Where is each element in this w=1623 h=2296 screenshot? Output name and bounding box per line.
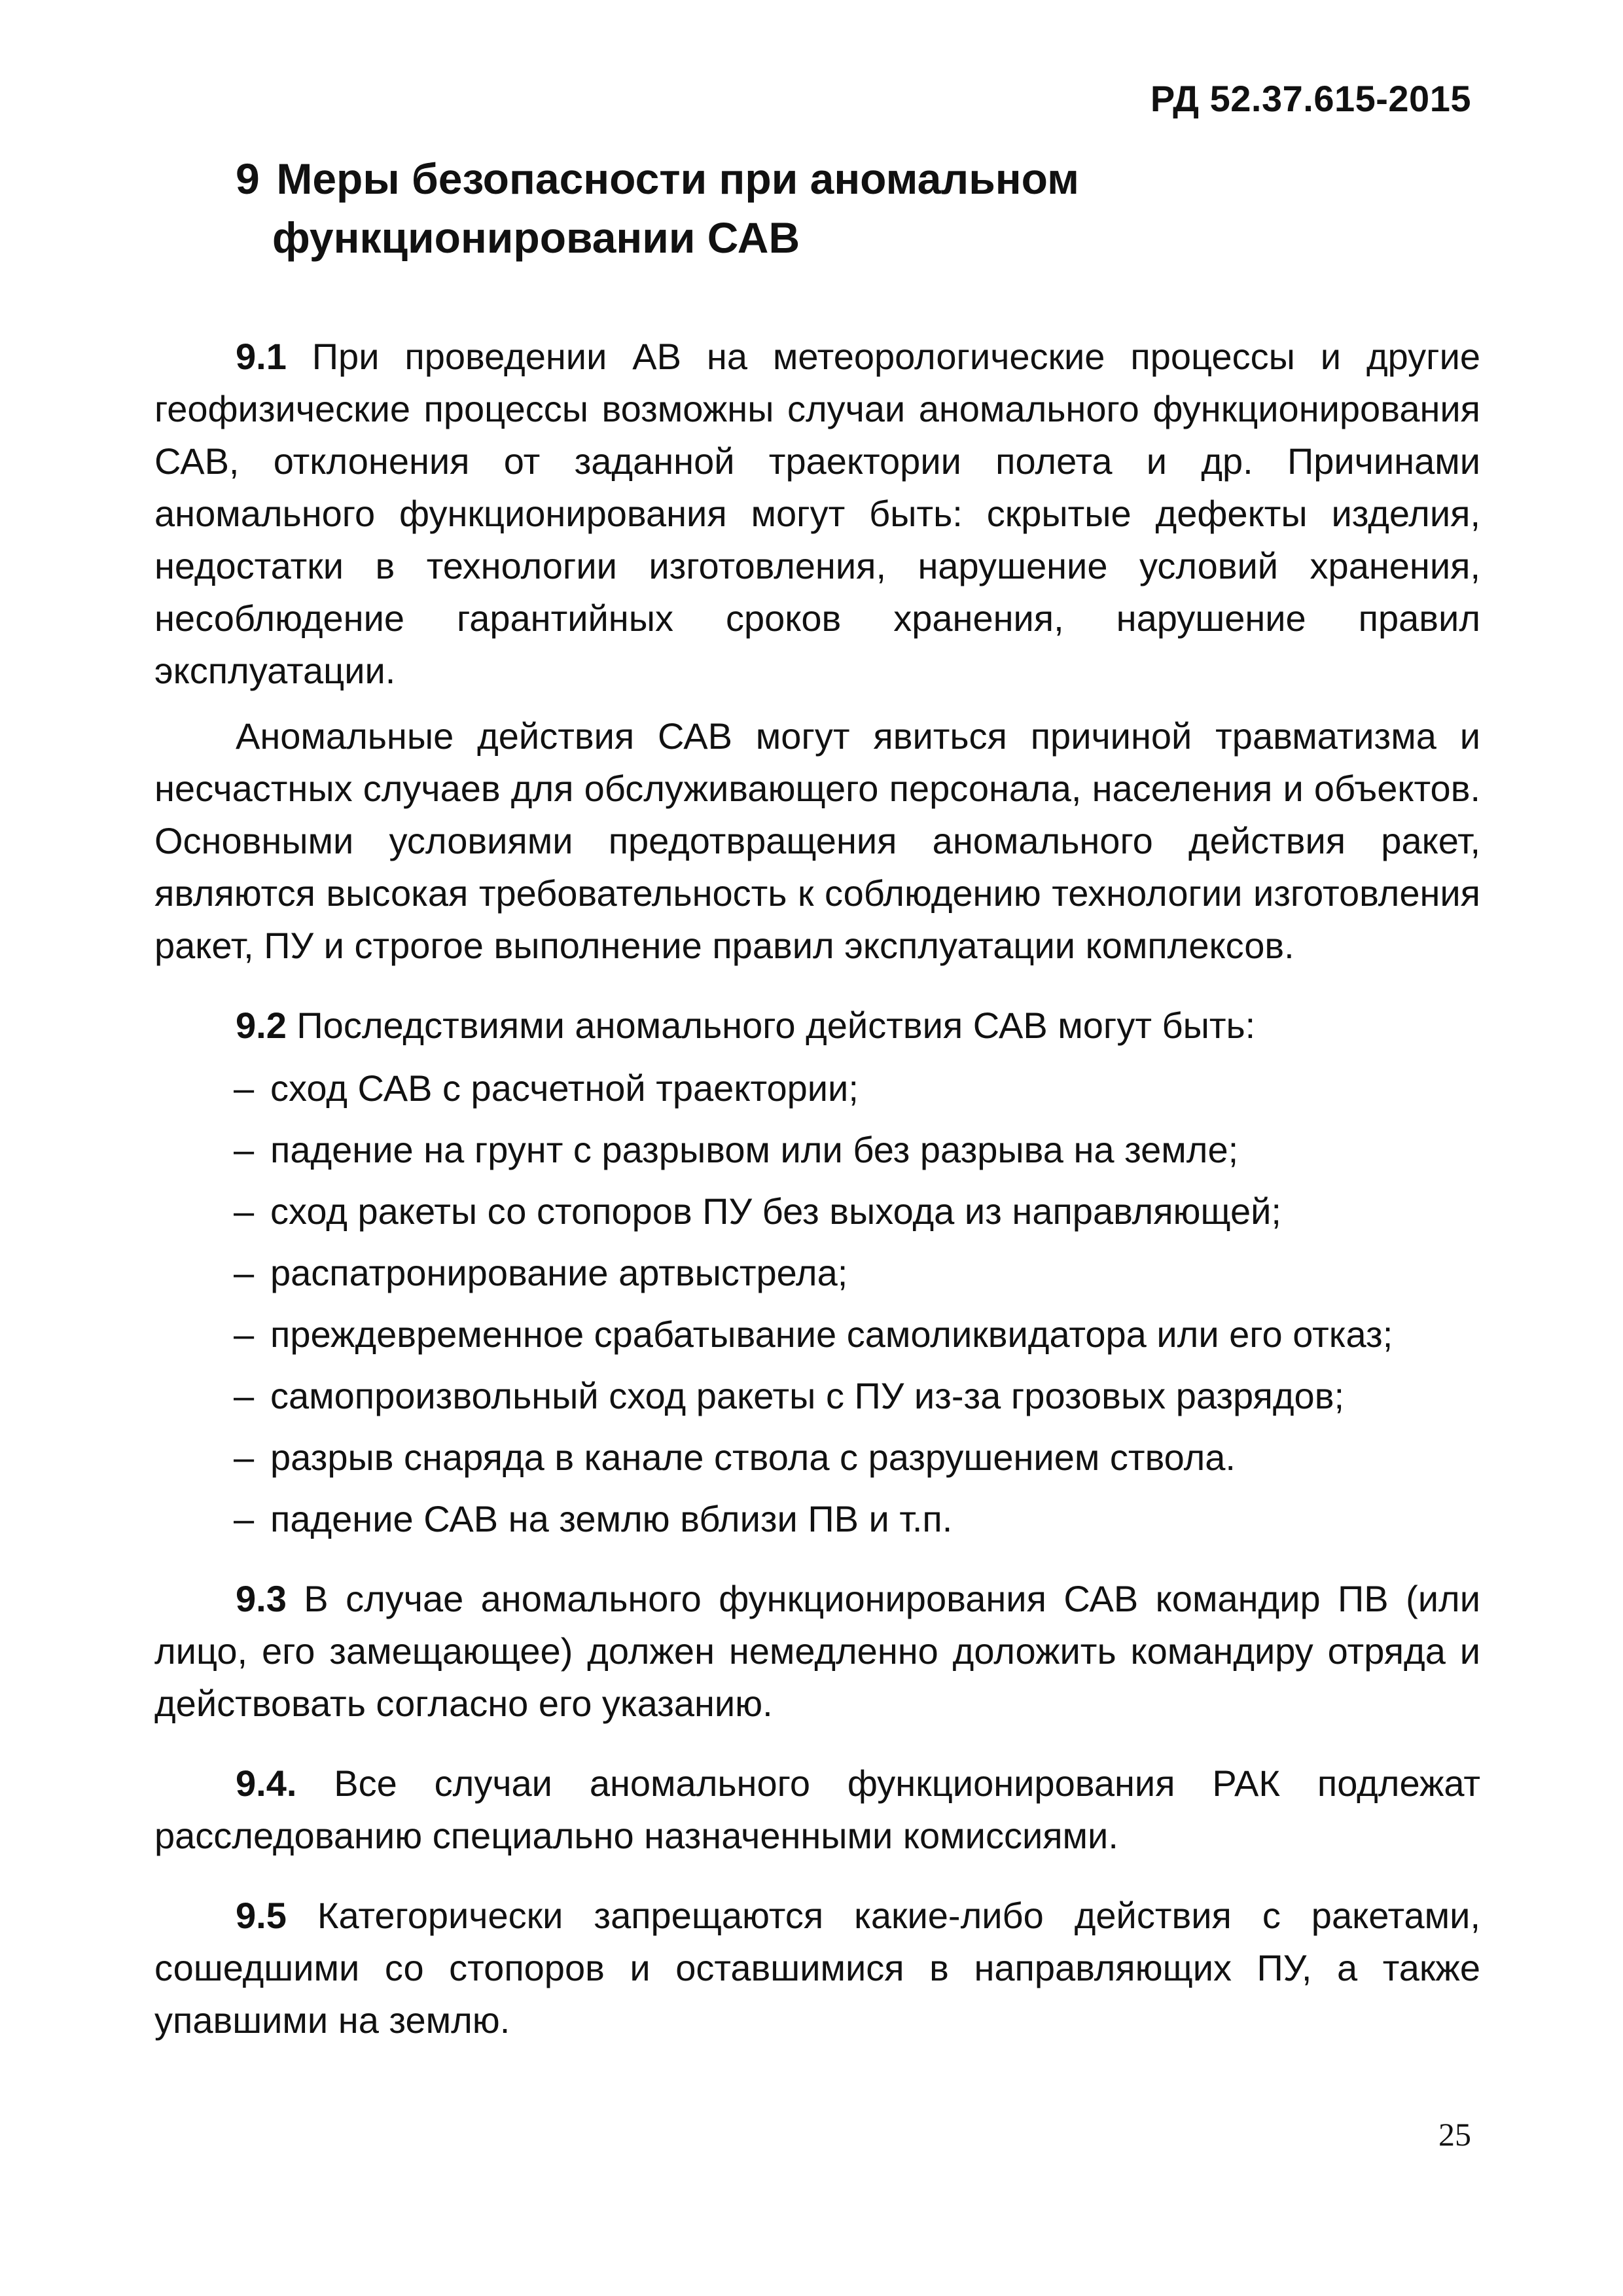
list-item-text: разрыв снаряда в канале ствола с разрушением ствола.: [270, 1437, 1236, 1478]
list-item: [154, 1370, 1480, 1422]
dash-marker: –: [234, 1129, 255, 1170]
list-item: [154, 1062, 1480, 1115]
clause-label: 9.4.: [236, 1763, 297, 1804]
dash-marker: –: [234, 1191, 255, 1232]
dash-marker: –: [234, 1437, 255, 1478]
list-item-text: падение САВ на землю вблизи ПВ и т.п.: [270, 1498, 953, 1539]
dash-marker: –: [234, 1314, 255, 1355]
list-item-text: падение на грунт с разрывом или без разрыва на земле;: [270, 1129, 1239, 1170]
dash-marker: –: [234, 1252, 255, 1293]
paragraph-9-3: [154, 1573, 1480, 1730]
consequences-list: [154, 1062, 1480, 1545]
list-item-text: распатронирование артвыстрела;: [270, 1252, 848, 1293]
document-body: [154, 331, 1480, 2047]
paragraph-9-4: [154, 1757, 1480, 1862]
clause-label: 9.2: [236, 1005, 287, 1046]
clause-text: Аномальные действия САВ могут явиться причиной травматизма и несчастных случаев для обслуживающего персонала, населения и объектов. Основными условиями предотвращения аномального действия ракет, являются высокая требовательность к соблюдению технологии изготовления ракет, ПУ и строгое выполнение правил эксплуатации комплексов.: [154, 715, 1480, 966]
list-item: [154, 1247, 1480, 1299]
clause-text: В случае аномального функционирования САВ командир ПВ (или лицо, его замещающее) должен немедленно доложить командиру отряда и действовать согласно его указанию.: [154, 1578, 1480, 1724]
list-item: [154, 1124, 1480, 1176]
section-number: 9: [236, 154, 260, 203]
paragraph-9-1: [154, 331, 1480, 697]
clause-text: При проведении АВ на метеорологические процессы и другие геофизические процессы возможны случаи аномального функционирования САВ, отклонения от заданной траектории полета и др. Причинами аномального функционирования могут быть: скрытые дефекты изделия, недостатки в технологии изготовления, нарушение условий хранения, несоблюдение гарантийных сроков хранения, нарушение правил эксплуатации.: [154, 336, 1481, 691]
clause-text: Последствиями аномального действия САВ могут быть:: [296, 1005, 1256, 1046]
list-item-text: самопроизвольный сход ракеты с ПУ из-за грозовых разрядов;: [270, 1375, 1345, 1416]
list-item: [154, 1493, 1480, 1545]
paragraph-9-2: [154, 999, 1480, 1052]
list-item: [154, 1185, 1480, 1238]
dash-marker: –: [234, 1498, 255, 1539]
list-item: [154, 1431, 1480, 1484]
paragraph-9-1-continued: [154, 710, 1480, 972]
list-item: [154, 1308, 1480, 1361]
clause-label: 9.3: [236, 1578, 287, 1619]
list-item-text: сход ракеты со стопоров ПУ без выхода из направляющей;: [270, 1191, 1281, 1232]
paragraph-9-5: [154, 1890, 1480, 2047]
clause-text: Все случаи аномального функционирования РАК подлежат расследованию специально назначенными комиссиями.: [154, 1763, 1480, 1856]
dash-marker: –: [234, 1067, 255, 1109]
clause-label: 9.5: [236, 1895, 287, 1936]
document-code: РД 52.37.615-2015: [1150, 78, 1471, 119]
section-title-line1: Меры безопасности при аномальном: [276, 154, 1079, 203]
clause-text: Категорически запрещаются какие-либо действия с ракетами, сошедшими со стопоров и оставшимися в направляющих ПУ, а также упавшими на землю.: [154, 1895, 1481, 2041]
section-title-line2: функционировании САВ: [272, 213, 800, 262]
list-item-text: преждевременное срабатывание самоликвидатора или его отказ;: [270, 1314, 1393, 1355]
clause-label: 9.1: [236, 336, 287, 377]
list-item-text: сход САВ с расчетной траектории;: [270, 1067, 859, 1109]
dash-marker: –: [234, 1375, 255, 1416]
page-number: 25: [1438, 2116, 1471, 2153]
section-title: [236, 149, 1217, 267]
